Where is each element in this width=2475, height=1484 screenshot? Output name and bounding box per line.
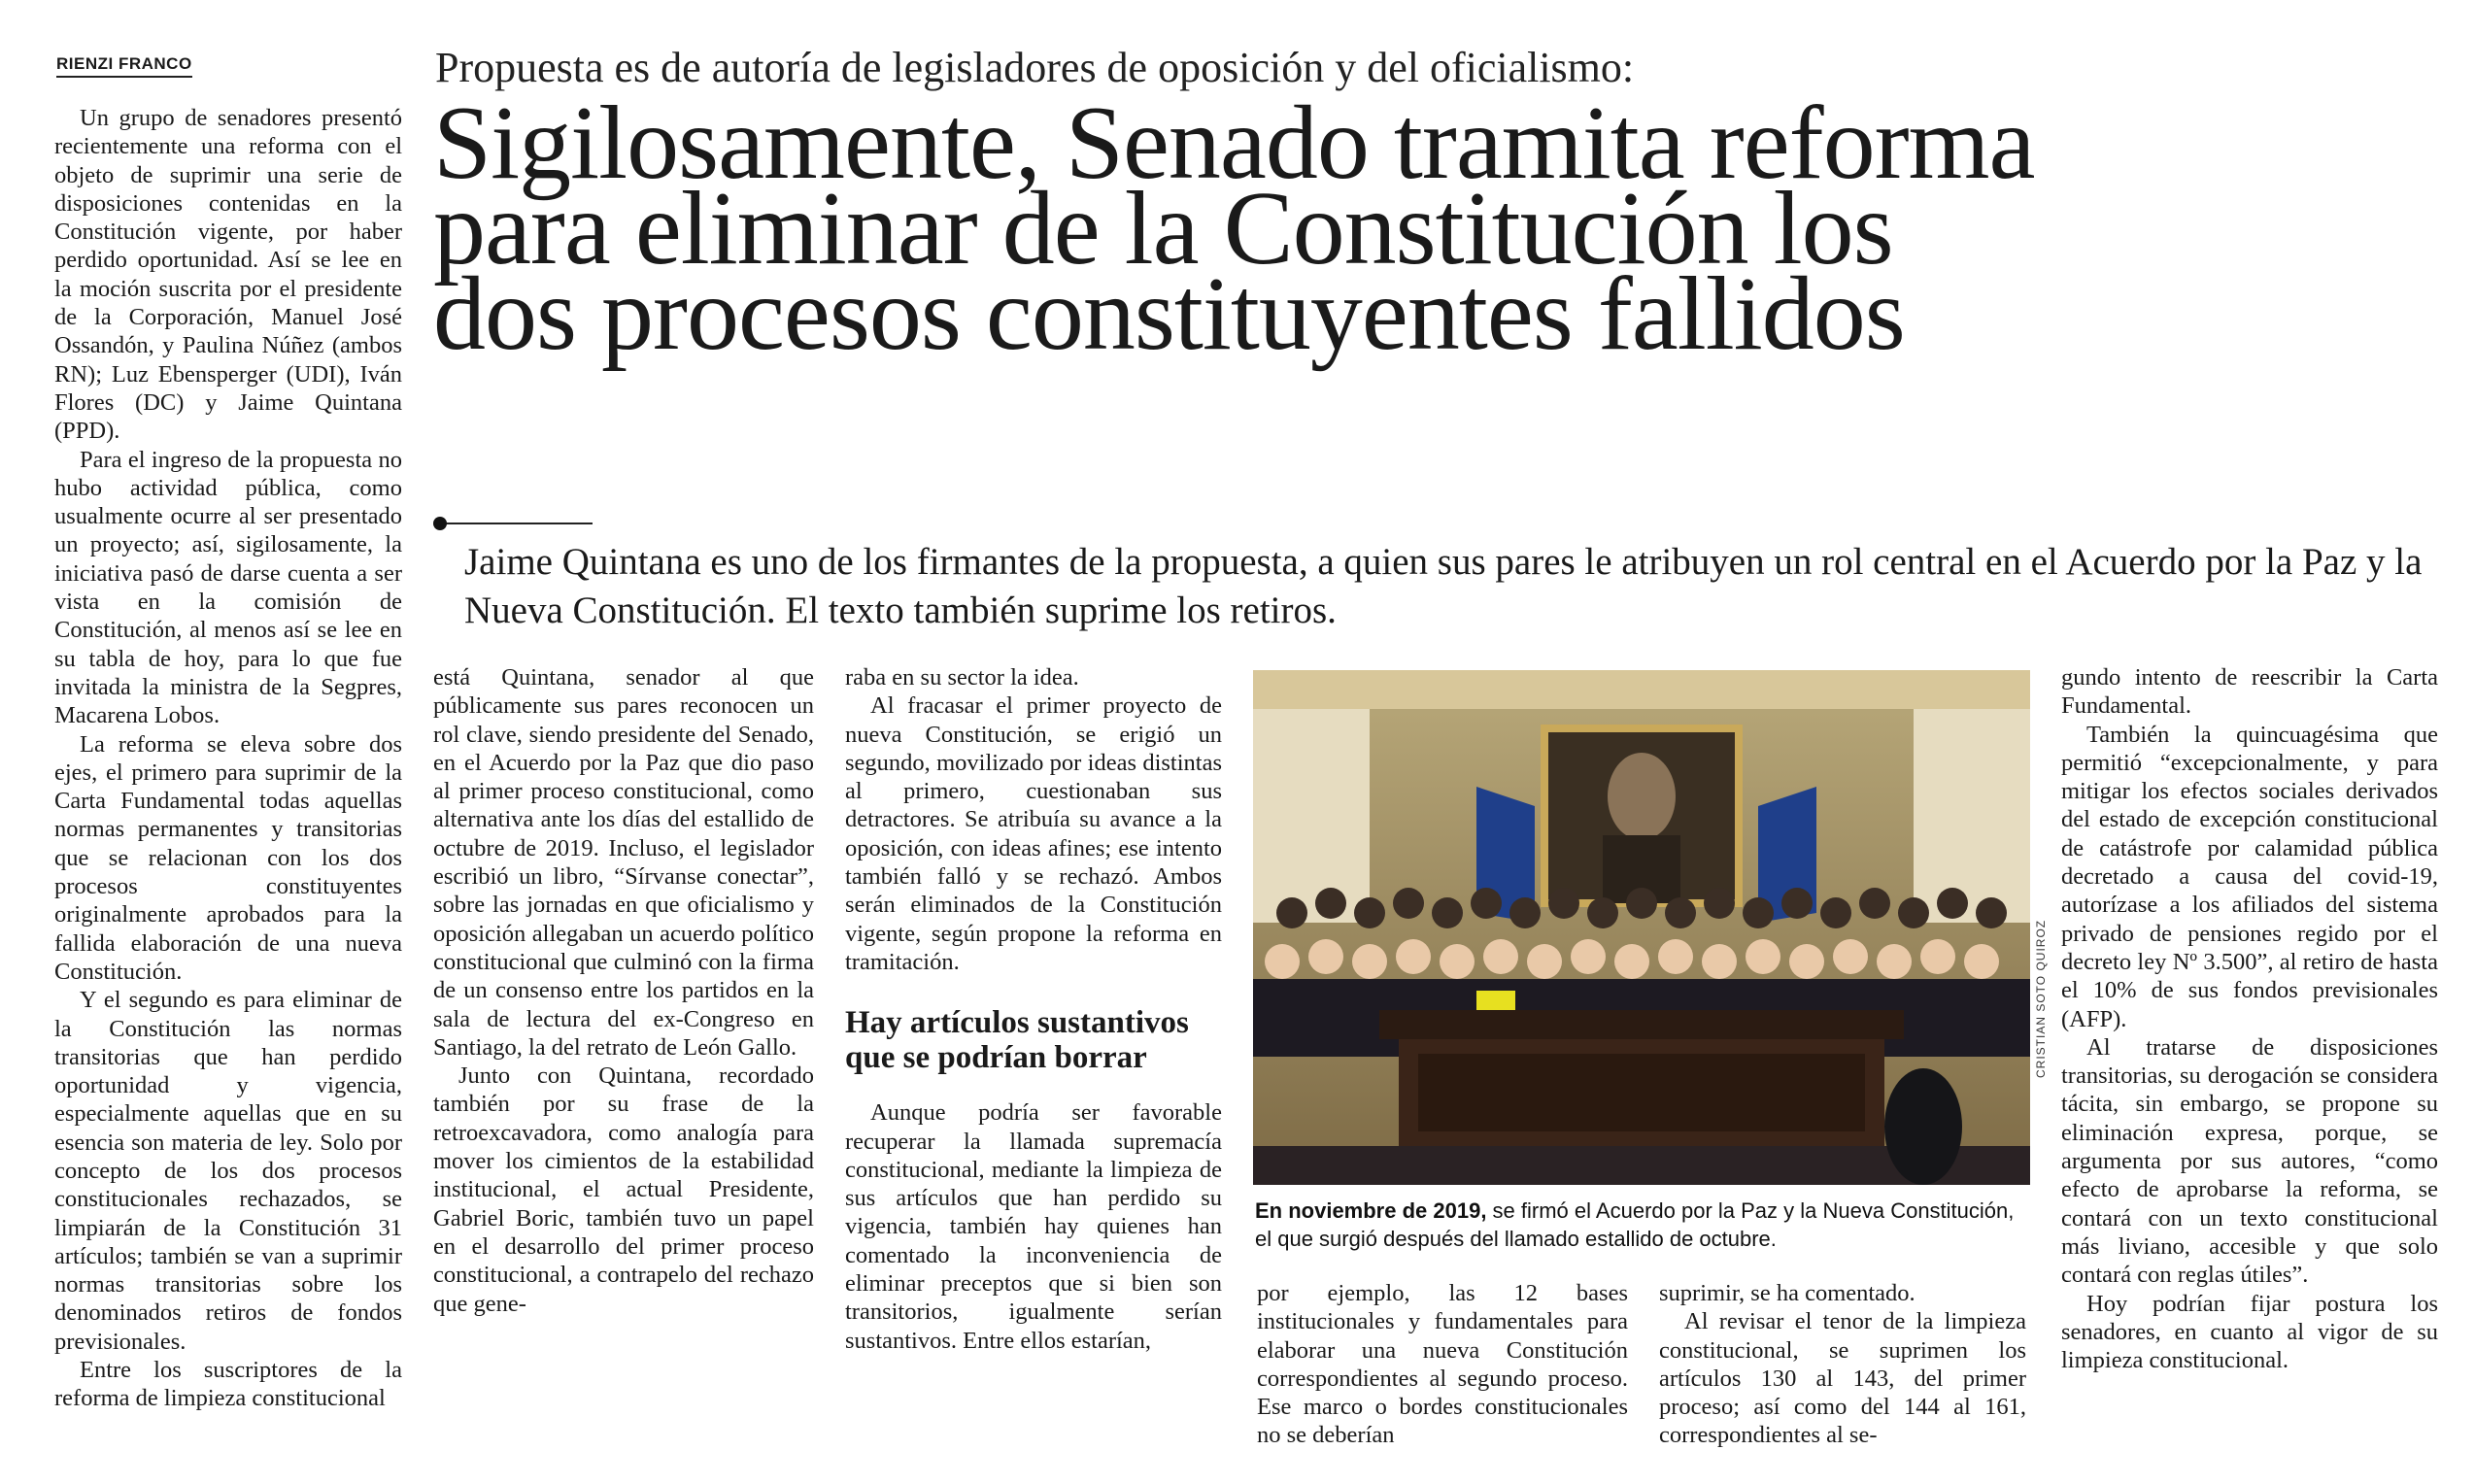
column-4 — [1257, 1279, 1628, 1450]
caption-lead: En noviembre de 2019, — [1255, 1198, 1487, 1223]
byline: RIENZI FRANCO — [56, 54, 192, 78]
paragraph: Un grupo de senadores presentó recientemente una reforma con el objeto de suprimir una serie de disposiciones contenidas en la Constitución vigente, por haber perdido oportunidad. Así se lee en la moción suscrita por el presidente de la Corporación, Manuel José Ossandón, y Paulina Núñez (ambos RN); Luz Ebensperger (UDI), Iván Flores (DC) y Jaime Quintana (PPD). — [54, 105, 402, 445]
paragraph: gundo intento de reescribir la Carta Fundamental. — [2061, 664, 2438, 720]
photo-caption — [1255, 1197, 2032, 1253]
subhead: Hay artículos sustantivos que se podrían borrar — [845, 1005, 1189, 1076]
paragraph: Al tratarse de disposiciones transitorias, su derogación se considera tácita, sin embargo, se propone su eliminación expresa, porque, se argumenta por sus autores, “como efecto de aprobarse la reforma, se contará con un texto constitucional más liviano, accesible y que solo contará con reglas útiles”. — [2061, 1033, 2438, 1289]
paragraph: está Quintana, senador al que públicamente sus pares reconocen un rol clave, siendo presidente del Senado, en el Acuerdo por la Paz que dio paso al primer proceso constitucional, como alternativa ante los días del estallido de octubre de 2019. Incluso, el legislador escribió un libro, “Sírvanse conectar”, sobre las jornadas en que oficialismo y oposición allegaban un acuerdo político constitucional que culminó con la firma de un consenso entre los partidos en la sala de lectura del ex-Congreso en Santiago, la del retrato de León Gallo. — [433, 664, 814, 1061]
column-1 — [54, 104, 402, 1413]
paragraph: Junto con Quintana, recordado también por su frase de la retroexcavadora, como analogía para mover los cimientos de la estabilidad institucional, el actual Presidente, Gabriel Boric, también tuvo un papel en el desarrollo del primer proceso constitucional, a contrapelo del rechazo que gene- — [433, 1062, 814, 1317]
bajada: Jaime Quintana es uno de los firmantes de la propuesta, a quien sus pares le atribuyen un rol central en el Acuerdo por la Paz y la Nueva Constitución. El texto también suprime los retiros. — [464, 541, 2423, 631]
paragraph: Para el ingreso de la propuesta no hubo actividad pública, como usualmente ocurre al ser presentado un proyecto; así, sigilosamente, la iniciativa pasó de darse cuenta a ser vista en la comisión de Constitución, al menos así se lee en su tabla de hoy, para lo que fue invitada la ministra de la Segpres, Macarena Lobos. — [54, 446, 402, 729]
photo-illustration — [1253, 670, 2030, 1185]
paragraph: También la quincuagésima que permitió “excepcionalmente, y para mitigar los efectos sociales derivados del estado de excepción constitucional de catástrofe por calamidad pública decretado a causa del covid-19, autorízase a los afiliados del sistema privado de pensiones regido por el decreto ley Nº 3.500”, al retiro de hasta el 10% de sus fondos previsionales (AFP). — [2061, 721, 2438, 1032]
column-6 — [2061, 663, 2438, 1374]
caption-text: se firmó el Acuerdo por la Paz y la Nueva Constitución, el que surgió después del llamado estallido de octubre. — [1255, 1198, 2015, 1251]
photo-credit: CRISTIAN SOTO QUIROZ — [2034, 919, 2048, 1078]
paragraph: Al fracasar el primer proyecto de nueva Constitución, se erigió un segundo, movilizado por ideas distintas al primero, cuestionaban sus detractores. Se atribuía su avance a la oposición, con ideas afines; ese intento también falló y se rechazó. Ambos serán eliminados de la Constitución vigente, según propone la reforma en tramitación. — [845, 692, 1222, 975]
column-2 — [433, 663, 814, 1318]
headline — [433, 85, 2454, 372]
headline-line: Sigilosamente, Senado tramita reforma — [433, 85, 2035, 201]
paragraph: Al revisar el tenor de la limpieza constitucional, se suprimen los artículos 130 al 143, del primer proceso; así como del 144 al 161, correspondientes al se- — [1659, 1308, 2026, 1449]
paragraph: La reforma se eleva sobre dos ejes, el primero para suprimir de la Carta Fundamental todas aquellas normas permanentes y transitorias que se relacionan con los dos procesos constituyentes originalmente aprobados para la fallida elaboración de una nueva Constitución. — [54, 730, 402, 985]
paragraph: suprimir, se ha comentado. — [1659, 1280, 1916, 1306]
paragraph: Hoy podrían fijar postura los senadores, en cuanto al vigor de su limpieza constitucional. — [2061, 1290, 2438, 1374]
headline-line: dos procesos constituyentes fallidos — [433, 256, 1905, 372]
news-photo — [1253, 670, 2030, 1185]
kicker: Propuesta es de autoría de legisladores de oposición y del oficialismo: — [435, 44, 1635, 91]
headline-line: para eliminar de la Constitución los — [433, 171, 1893, 287]
paragraph: raba en su sector la idea. — [845, 664, 1079, 691]
column-5 — [1659, 1279, 2026, 1450]
paragraph: Y el segundo es para eliminar de la Constitución las normas transitorias que han perdido oportunidad y vigencia, especialmente aquellas que en su esencia son materia de ley. Solo por concepto de los dos procesos constitucionales rechazados, se limpiarán de la Constitución 31 artículos; también se van a suprimir normas transitorias sobre los denominados retiros de fondos previsionales. — [54, 987, 402, 1355]
bajada-rule — [437, 523, 593, 524]
paragraph: por ejemplo, las 12 bases institucionales y fundamentales para elaborar una nueva Constitución correspondientes al segundo proceso. Ese marco o bordes constitucionales no se deberían — [1257, 1280, 1628, 1449]
column-3 — [845, 663, 1222, 1355]
paragraph: Aunque podría ser favorable recuperar la llamada supremacía constitucional, mediante la limpieza de sus artículos que han perdido su vigencia, también hay quienes han comentado la inconveniencia de eliminar preceptos que si bien son transitorios, igualmente serían sustantivos. Entre ellos estarían, — [845, 1099, 1222, 1354]
paragraph: Entre los suscriptores de la reforma de limpieza constitucional — [54, 1357, 402, 1412]
